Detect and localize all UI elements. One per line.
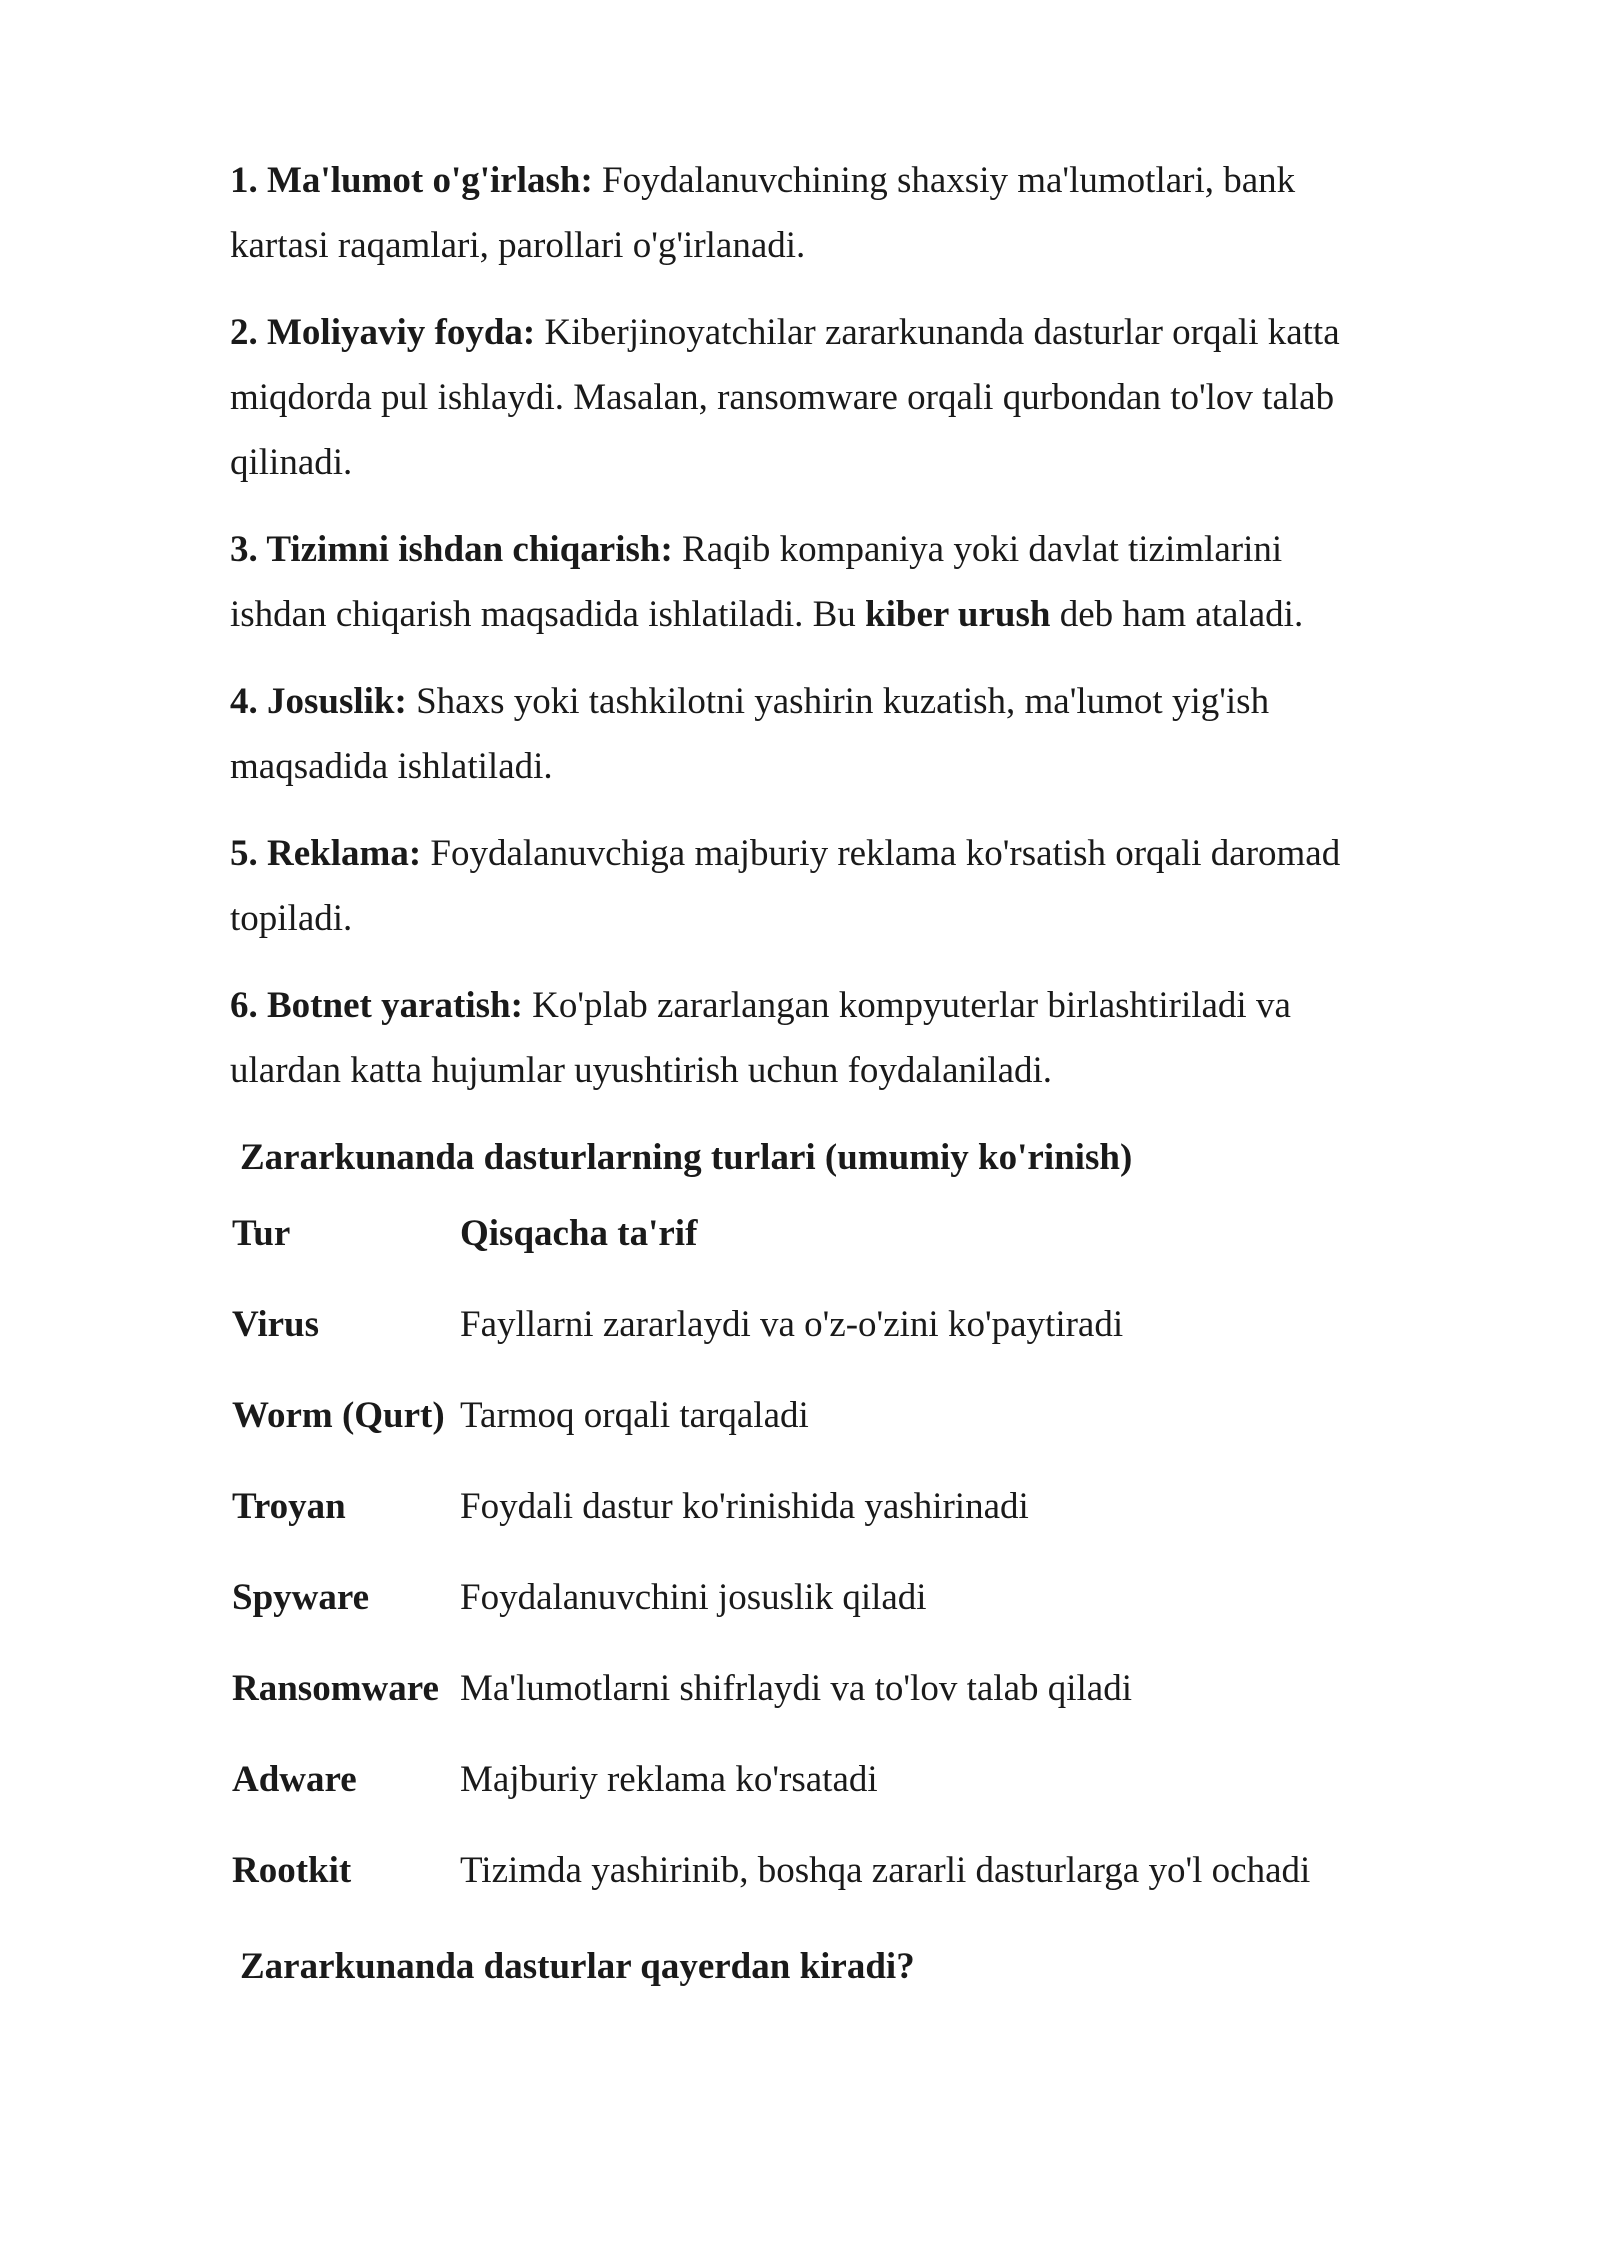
- table-cell-type: Adware: [232, 1759, 357, 1800]
- item-label: 2. Moliyaviy foyda:: [230, 312, 536, 353]
- list-item-3: [230, 517, 1380, 647]
- item-emphasis: kiber urush: [865, 594, 1051, 635]
- table-cell-desc: Tizimda yashirinib, boshqa zararli dasturlarga yo'l ochadi: [460, 1850, 1311, 1891]
- table-row: [232, 1849, 1380, 1940]
- item-label: 6. Botnet yaratish:: [230, 985, 523, 1026]
- item-label: 4. Josuslik:: [230, 681, 407, 722]
- list-item-6: [230, 973, 1380, 1103]
- section-heading-types: Zararkunanda dasturlarning turlari (umumiy ko'rinish): [240, 1137, 1133, 1178]
- item-text: Foydalanuvchining shaxsiy ma'lumotlari, bank kartasi raqamlari, parollari o'g'irlanadi.: [230, 160, 1296, 266]
- document-page: [230, 148, 1380, 2021]
- item-text: Foydalanuvchiga majburiy reklama ko'rsatish orqali daromad topiladi.: [230, 833, 1341, 939]
- section-heading-entry: Zararkunanda dasturlar qayerdan kiradi?: [240, 1946, 915, 1987]
- table-cell-desc: Majburiy reklama ko'rsatadi: [460, 1759, 878, 1800]
- item-label: 3. Tizimni ishdan chiqarish:: [230, 529, 673, 570]
- list-item-1: [230, 148, 1380, 278]
- table-cell-type: Rootkit: [232, 1850, 352, 1891]
- list-item-5: [230, 821, 1380, 951]
- table-cell-type: Spyware: [232, 1577, 370, 1618]
- item-text: Shaxs yoki tashkilotni yashirin kuzatish, ma'lumot yig'ish maqsadida ishlatiladi.: [230, 681, 1270, 787]
- table-header-type: Tur: [232, 1213, 291, 1254]
- table-cell-type: Ransomware: [232, 1668, 439, 1709]
- table-header-desc: Qisqacha ta'rif: [460, 1213, 698, 1254]
- item-text-end: deb ham ataladi.: [1050, 594, 1304, 635]
- table-row: [232, 1576, 1380, 1667]
- table-row: [232, 1394, 1380, 1485]
- item-text: Ko'plab zararlangan kompyuterlar birlashtiriladi va ulardan katta hujumlar uyushtirish uchun foydalaniladi.: [230, 985, 1291, 1091]
- item-label: 5. Reklama:: [230, 833, 422, 874]
- item-label: 1. Ma'lumot o'g'irlash:: [230, 160, 593, 201]
- item-text: Kiberjinoyatchilar zararkunanda dasturlar orqali katta miqdorda pul ishlaydi. Masalan, ransomware orqali qurbondan to'lov talab qilinadi.: [230, 312, 1340, 483]
- table-row: [232, 1303, 1380, 1394]
- table-cell-type: Troyan: [232, 1486, 346, 1527]
- table-cell-desc: Foydali dastur ko'rinishida yashirinadi: [460, 1486, 1029, 1527]
- table-row: [232, 1758, 1380, 1849]
- table-cell-desc: Ma'lumotlarni shifrlaydi va to'lov talab qiladi: [460, 1668, 1132, 1709]
- table-cell-desc: Tarmoq orqali tarqaladi: [460, 1395, 809, 1436]
- item-text: Raqib kompaniya yoki davlat tizimlarini ishdan chiqarish maqsadida ishlatiladi. Bu: [230, 529, 1283, 635]
- table-cell-type: Worm (Qurt): [232, 1395, 445, 1436]
- list-item-4: [230, 669, 1380, 799]
- table-cell-desc: Foydalanuvchini josuslik qiladi: [460, 1577, 927, 1618]
- malware-types-table: [232, 1212, 1380, 1940]
- table-cell-desc: Fayllarni zararlaydi va o'z-o'zini ko'paytiradi: [460, 1304, 1124, 1345]
- table-cell-type: Virus: [232, 1304, 320, 1345]
- table-row: [232, 1667, 1380, 1758]
- list-item-2: [230, 300, 1380, 495]
- table-header-row: [232, 1212, 1380, 1303]
- table-row: [232, 1485, 1380, 1576]
